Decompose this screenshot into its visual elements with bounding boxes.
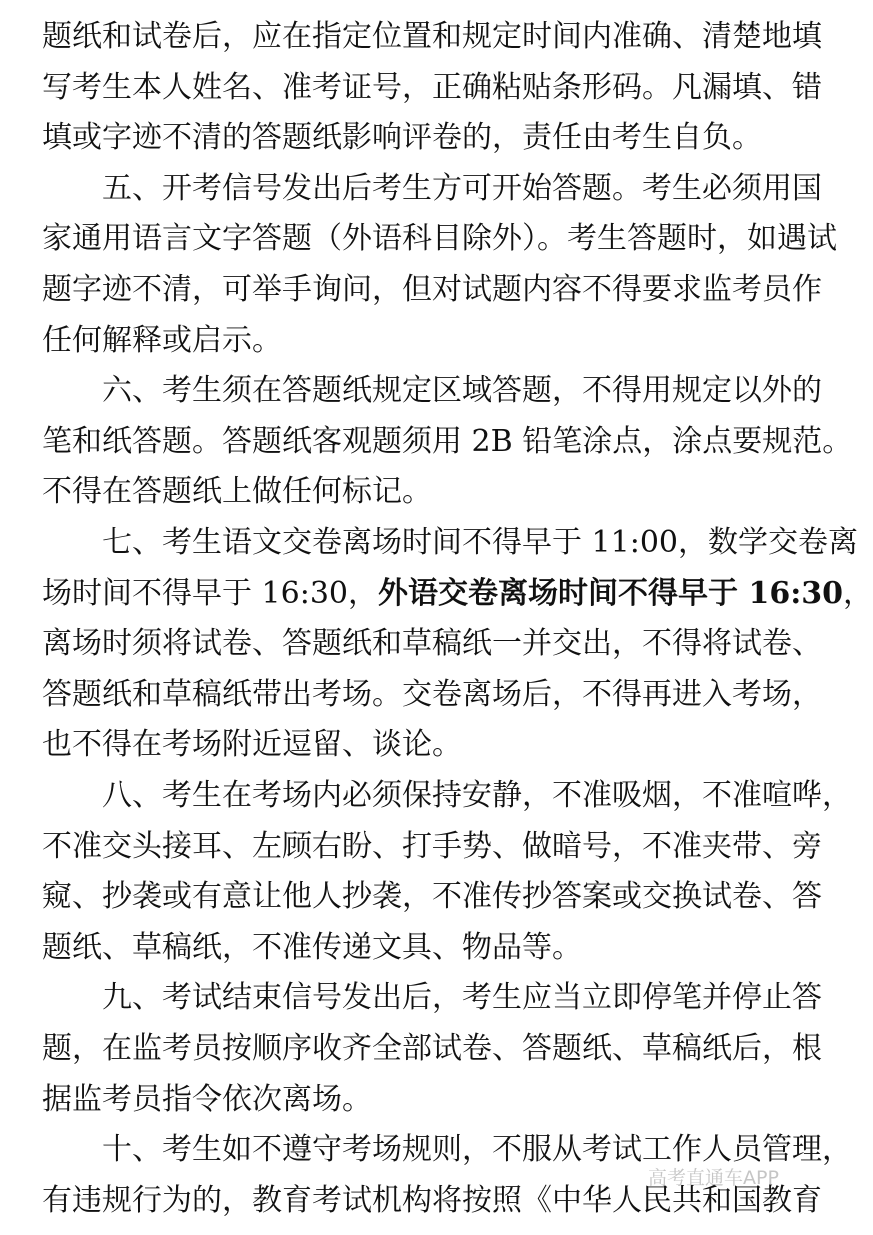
text-line: 家通用语言文字答题（外语科目除外）。考生答题时，如遇试 xyxy=(42,221,837,257)
plain-text: 场时间不得早于 16:30， xyxy=(42,575,378,611)
paragraph-5-first-line: 五、开考信号发出后考生方可开始答题。考生必须用国 xyxy=(102,170,822,206)
text-line: 离场时须将试卷、答题纸和草稿纸一并交出，不得将试卷、 xyxy=(42,626,822,662)
text-line: 任何解释或启示。 xyxy=(42,322,282,358)
text-line: 填或字迹不清的答题纸影响评卷的，责任由考生自负。 xyxy=(42,120,762,156)
text-line: 有违规行为的，教育考试机构将按照《中华人民共和国教育 xyxy=(42,1182,822,1218)
watermark-text: 高考直通车APP xyxy=(648,1166,779,1189)
paragraph-9-first-line: 九、考试结束信号发出后，考生应当立即停笔并停止答 xyxy=(102,980,822,1016)
text-line: 写考生本人姓名、准考证号，正确粘贴条形码。凡漏填、错 xyxy=(42,69,822,105)
text-line: 笔和纸答题。答题纸客观题须用 2B 铅笔涂点，涂点要规范。 xyxy=(42,423,853,459)
bold-emphasis: 外语交卷离场时间不得早于 16:30 xyxy=(378,575,844,611)
text-line: 窥、抄袭或有意让他人抄袭，不准传抄答案或交换试卷、答 xyxy=(42,879,822,915)
text-line-with-emphasis xyxy=(42,569,873,619)
text-line: 不准交头接耳、左顾右盼、打手势、做暗号，不准夹带、旁 xyxy=(42,828,822,864)
text-line: 答题纸和草稿纸带出考场。交卷离场后，不得再进入考场， xyxy=(42,676,822,712)
text-line: 不得在答题纸上做任何标记。 xyxy=(42,474,432,510)
paragraph-7-first-line: 七、考生语文交卷离场时间不得早于 11:00，数学交卷离 xyxy=(102,525,858,560)
paragraph-6-first-line: 六、考生须在答题纸规定区域答题，不得用规定以外的 xyxy=(102,373,822,409)
text-line: 题纸和试卷后，应在指定位置和规定时间内准确、清楚地填 xyxy=(42,19,822,54)
text-line: 题，在监考员按顺序收齐全部试卷、答题纸、草稿纸后，根 xyxy=(42,1031,822,1066)
paragraph-10-first-line: 十、考生如不遵守考场规则，不服从考试工作人员管理， xyxy=(102,1132,852,1168)
text-line: 题字迹不清，可举手询问，但对试题内容不得要求监考员作 xyxy=(42,272,822,307)
text-line: 据监考员指令依次离场。 xyxy=(42,1081,372,1117)
text-line: 也不得在考场附近逗留、谈论。 xyxy=(42,727,462,763)
punctuation: ， xyxy=(843,575,873,611)
text-line: 题纸、草稿纸，不准传递文具、物品等。 xyxy=(42,929,582,965)
paragraph-8-first-line: 八、考生在考场内必须保持安静，不准吸烟，不准喧哗， xyxy=(102,778,852,813)
